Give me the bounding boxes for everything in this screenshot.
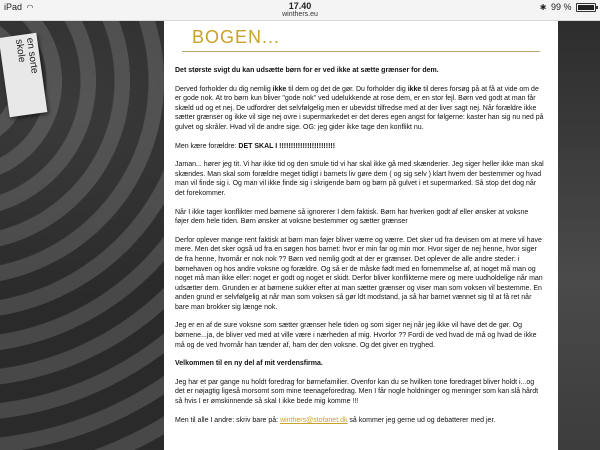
status-time: 17.40 [288,1,312,11]
paragraph: Jeg har et par gange nu holdt foredrag for børnefamilier. Ovenfor kan du se hvilken tone foredraget bliver holdt i...og det er nøjagtig ligeså morsomt som mine teenageforedrag. Men I får nogle holdninger og meninger som kan slå hårdt så hvis I er ømskinnende så skal I ikke bede mig komme !!! [175,378,539,406]
wifi-icon: ◠ [26,3,34,12]
backdrop-right-edge [556,21,600,450]
paragraph: Når I ikke tager konflikter med børnene så ignorerer I dem faktisk. Børn har hverken godt af eller ønsker at voksne føjer dem hele tiden. Børn ønsker at voksne bestemmer og sætter grænser [175,208,529,226]
battery-icon [576,3,596,12]
status-right [540,2,596,12]
battery-percent: 99 % [550,2,572,12]
paragraph-welcome: Velkommen til en ny del af mit verdensfirma. [175,360,323,368]
ribbon-text [13,37,46,119]
text-run: til deres forsøg på at få at vide om de er gode nok. At tro børn kun bliver "gode nok" ved udelukkende at rose dem, er en stor fejl. Børn ved godt at man får skæld ud og et nej. De udfordrer det selvfølgelig men er ubevidst tilfredse med at der liver sagt nej. Når forældre ikke sætter grænser og ikke vil sige nej ovre i supermarkedet er det deres egen angst for følgerne: kaster han sig nu ned på gulvet og skråler. Hvad vil de andre sige. OG: jeg gider ikke tage den konflikt nu. [175,85,544,131]
text-emphasis: ikke [407,85,422,93]
text-run: Men til alle I andre: skriv bare på: [175,416,281,424]
paragraph [175,85,544,133]
ribbon-line-2: skole [13,38,28,64]
article-body [175,66,544,434]
content-panel [164,21,558,450]
paragraph-contact [175,416,544,426]
text-run: Derved forholder du dig nemlig [175,85,273,93]
bluetooth-icon: ✱ [539,3,547,12]
battery-level [578,5,594,10]
text-run: til dem og det de gør. Du forholder dig [286,85,408,93]
side-ribbon[interactable] [0,33,47,118]
title-divider [182,51,540,52]
device-label: iPad [4,2,23,12]
ribbon-line-1: en sorte [23,36,40,75]
address-url[interactable]: winthers.eu [282,11,318,18]
paragraph: Jaman... hører jeg tit. Vi har ikke tid og den smule tid vi har skal ikke gå med skænderier. Jeg siger heller ikke man skal skændes. Man skal som forældre meget tidligt i barnets liv gøre dem ( og sig selv ) klart hvem der bestemmer og hvad man vil finde sig i. Og man vil ikke finde sig i skrigende børn og børn på gulvet i et supermarked. Så stop det dog når det forekommer. [175,161,544,197]
paragraph-lead: Det største svigt du kan udsætte børn for er ved ikke at sætte grænser for dem. [175,67,439,74]
paragraph: Jeg er en af de sure voksne som sætter grænser hele tiden og som siger nej når jeg ikke vil have det de gør. Og børnene...ja, de bliver ved med at ville være i nærheden af mig. Hvorfor ?? Fordi de ved hvad de må og hvad de ikke må og de ved hvornår han tænder af, ham der den voksne. Og det giver en tryghed. [175,322,537,349]
paragraph: Derfor oplever mange rent faktisk at børn man føjer bliver værre og værre. Det sker ud fra devisen om at mere vil have mere. Men det sker også ud fra en søgen hos barnet: hvor er min far og min mor. Hvor siger de nej henne, hvor siger de fra henne, hvornår er nok nok ?? Børn ved nemlig godt at der er grænser. Det oplever de alle andre steder: i børnehaven og hos andre voksne og forældre. Og så er de måske født med en fornemmelse af, at noget må man og noget må man ikke eller: noget er godt og noget er skidt. Derfor bliver konflikterne mere og mere uudholdelige når man udsætter dem. Grunden er at børnene sukker efter at man sætter grænser og viser man som voksen vil bestemme. En anden grund er selvfølgelig at når man som voksen så gør ldt modstand, ja så har barnet vænnet sig til at få ret når bare man brokker sig længe nok. [175,236,543,311]
text-emphasis: ikke [272,85,287,93]
page-title: BOGEN... [192,27,281,47]
text-emphasis: DET SKAL I !!!!!!!!!!!!!!!!!!!!!!!! [238,142,336,150]
text-run: så kommer jeg gerne ud og debatterer med jer. [347,416,496,424]
email-link[interactable]: winthers@stofanet.dk [280,416,348,424]
paragraph [175,142,544,152]
ios-status-bar [0,0,600,21]
text-run: Men kære forældre: [175,142,239,150]
